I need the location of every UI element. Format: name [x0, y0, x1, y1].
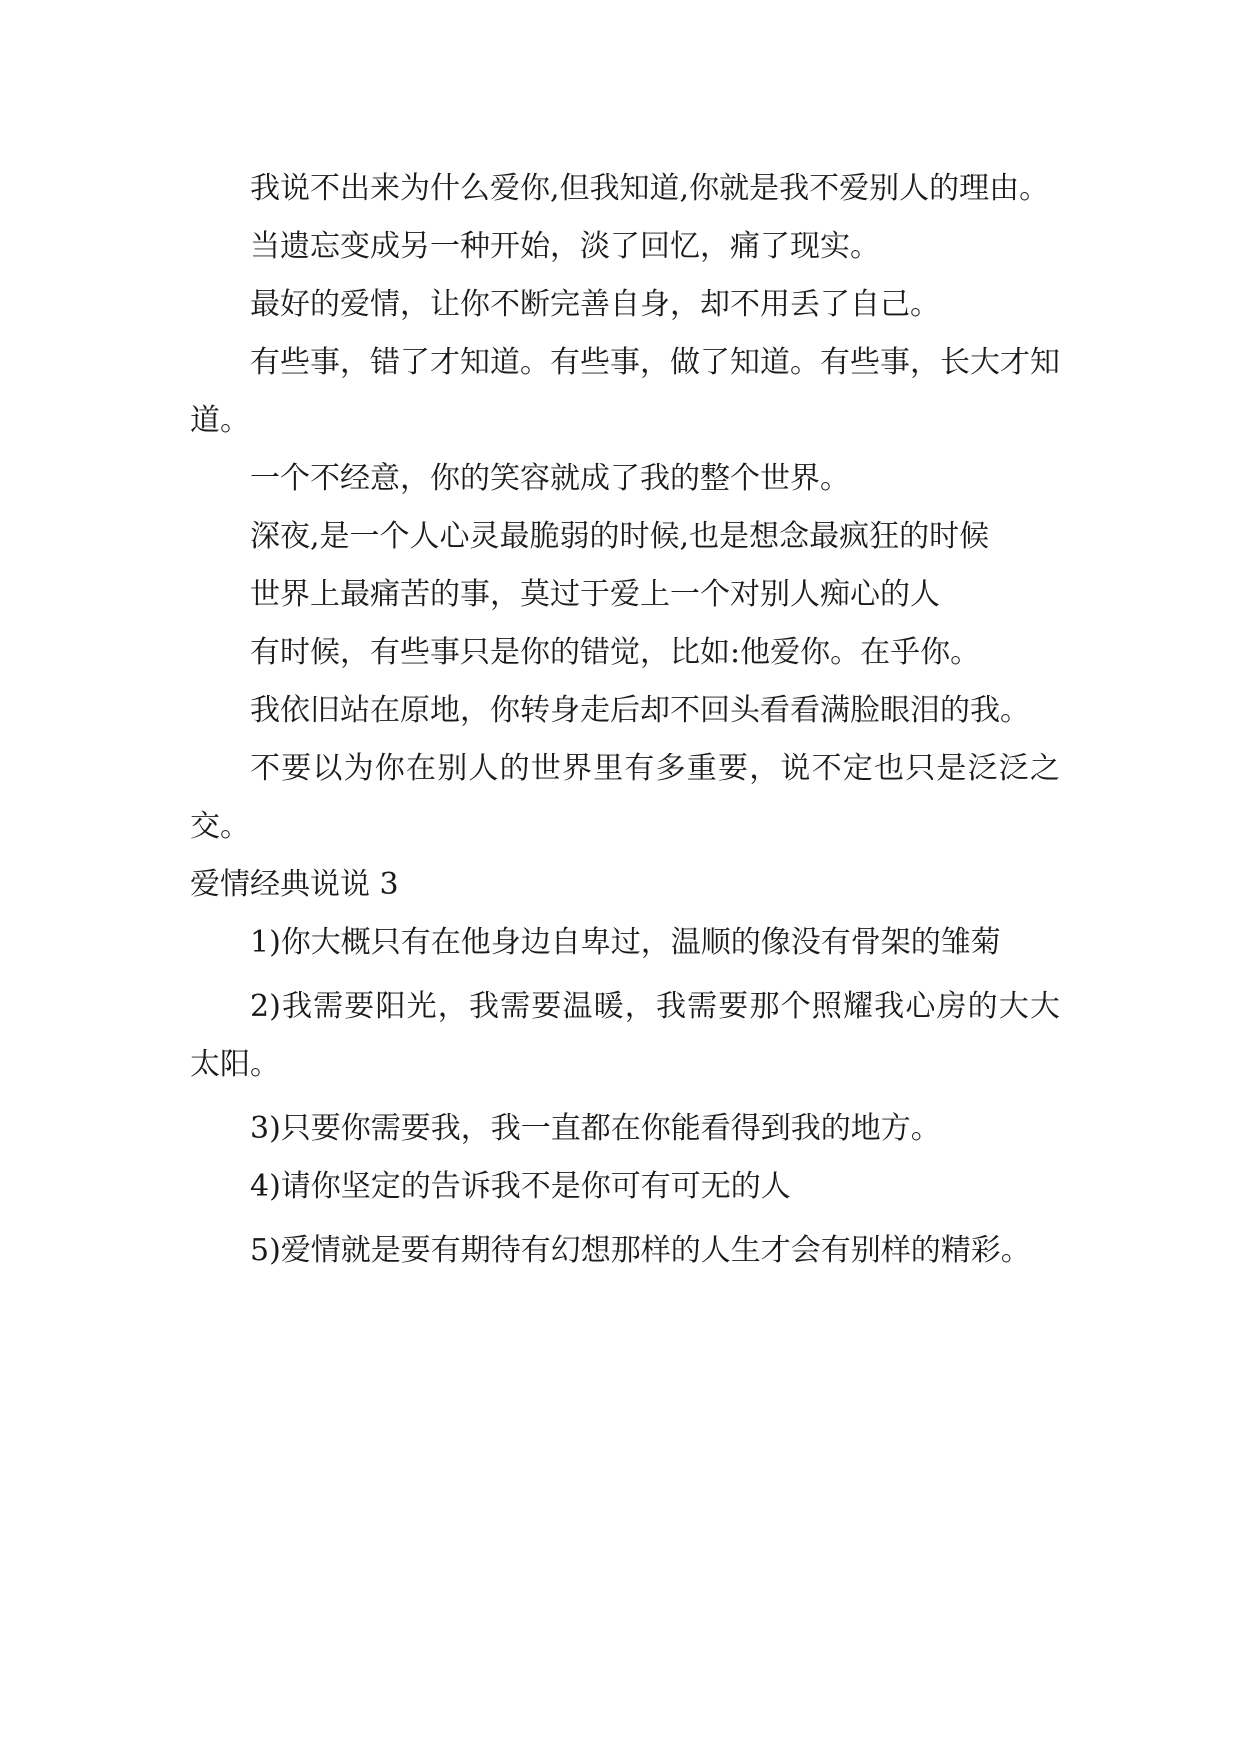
- paragraph: 最好的爱情，让你不断完善自身，却不用丢了自己。: [250, 287, 940, 322]
- list-item: 3)只要你需要我，我一直都在你能看得到我的地方。: [250, 1111, 941, 1146]
- list-item: 2)我需要阳光，我需要温暖，我需要那个照耀我心房的大大太阳。: [190, 989, 1060, 1082]
- paragraph: 深夜,是一个人心灵最脆弱的时候,也是想念最疯狂的时候: [250, 519, 990, 554]
- paragraph: 世界上最痛苦的事，莫过于爱上一个对别人痴心的人: [250, 577, 940, 612]
- paragraph: 有些事，错了才知道。有些事，做了知道。有些事，长大才知道。: [190, 345, 1060, 438]
- document-body: [190, 160, 1060, 1280]
- paragraph: 我依旧站在原地，你转身走后却不回头看看满脸眼泪的我。: [250, 693, 1030, 728]
- paragraph: 有时候，有些事只是你的错觉，比如:他爱你。在乎你。: [250, 635, 981, 670]
- list-item: 5)爱情就是要有期待有幻想那样的人生才会有别样的精彩。: [250, 1233, 1031, 1268]
- paragraph: 我说不出来为什么爱你,但我知道,你就是我不爱别人的理由。: [250, 171, 1050, 206]
- section-heading: 爱情经典说说 3: [190, 867, 399, 902]
- paragraph: 不要以为你在别人的世界里有多重要，说不定也只是泛泛之交。: [190, 751, 1060, 844]
- paragraph: 当遗忘变成另一种开始，淡了回忆，痛了现实。: [250, 229, 880, 264]
- paragraph: 一个不经意，你的笑容就成了我的整个世界。: [250, 461, 850, 496]
- list-item: 4)请你坚定的告诉我不是你可有可无的人: [250, 1169, 791, 1204]
- list-item: 1)你大概只有在他身边自卑过，温顺的像没有骨架的雏菊: [250, 925, 1001, 960]
